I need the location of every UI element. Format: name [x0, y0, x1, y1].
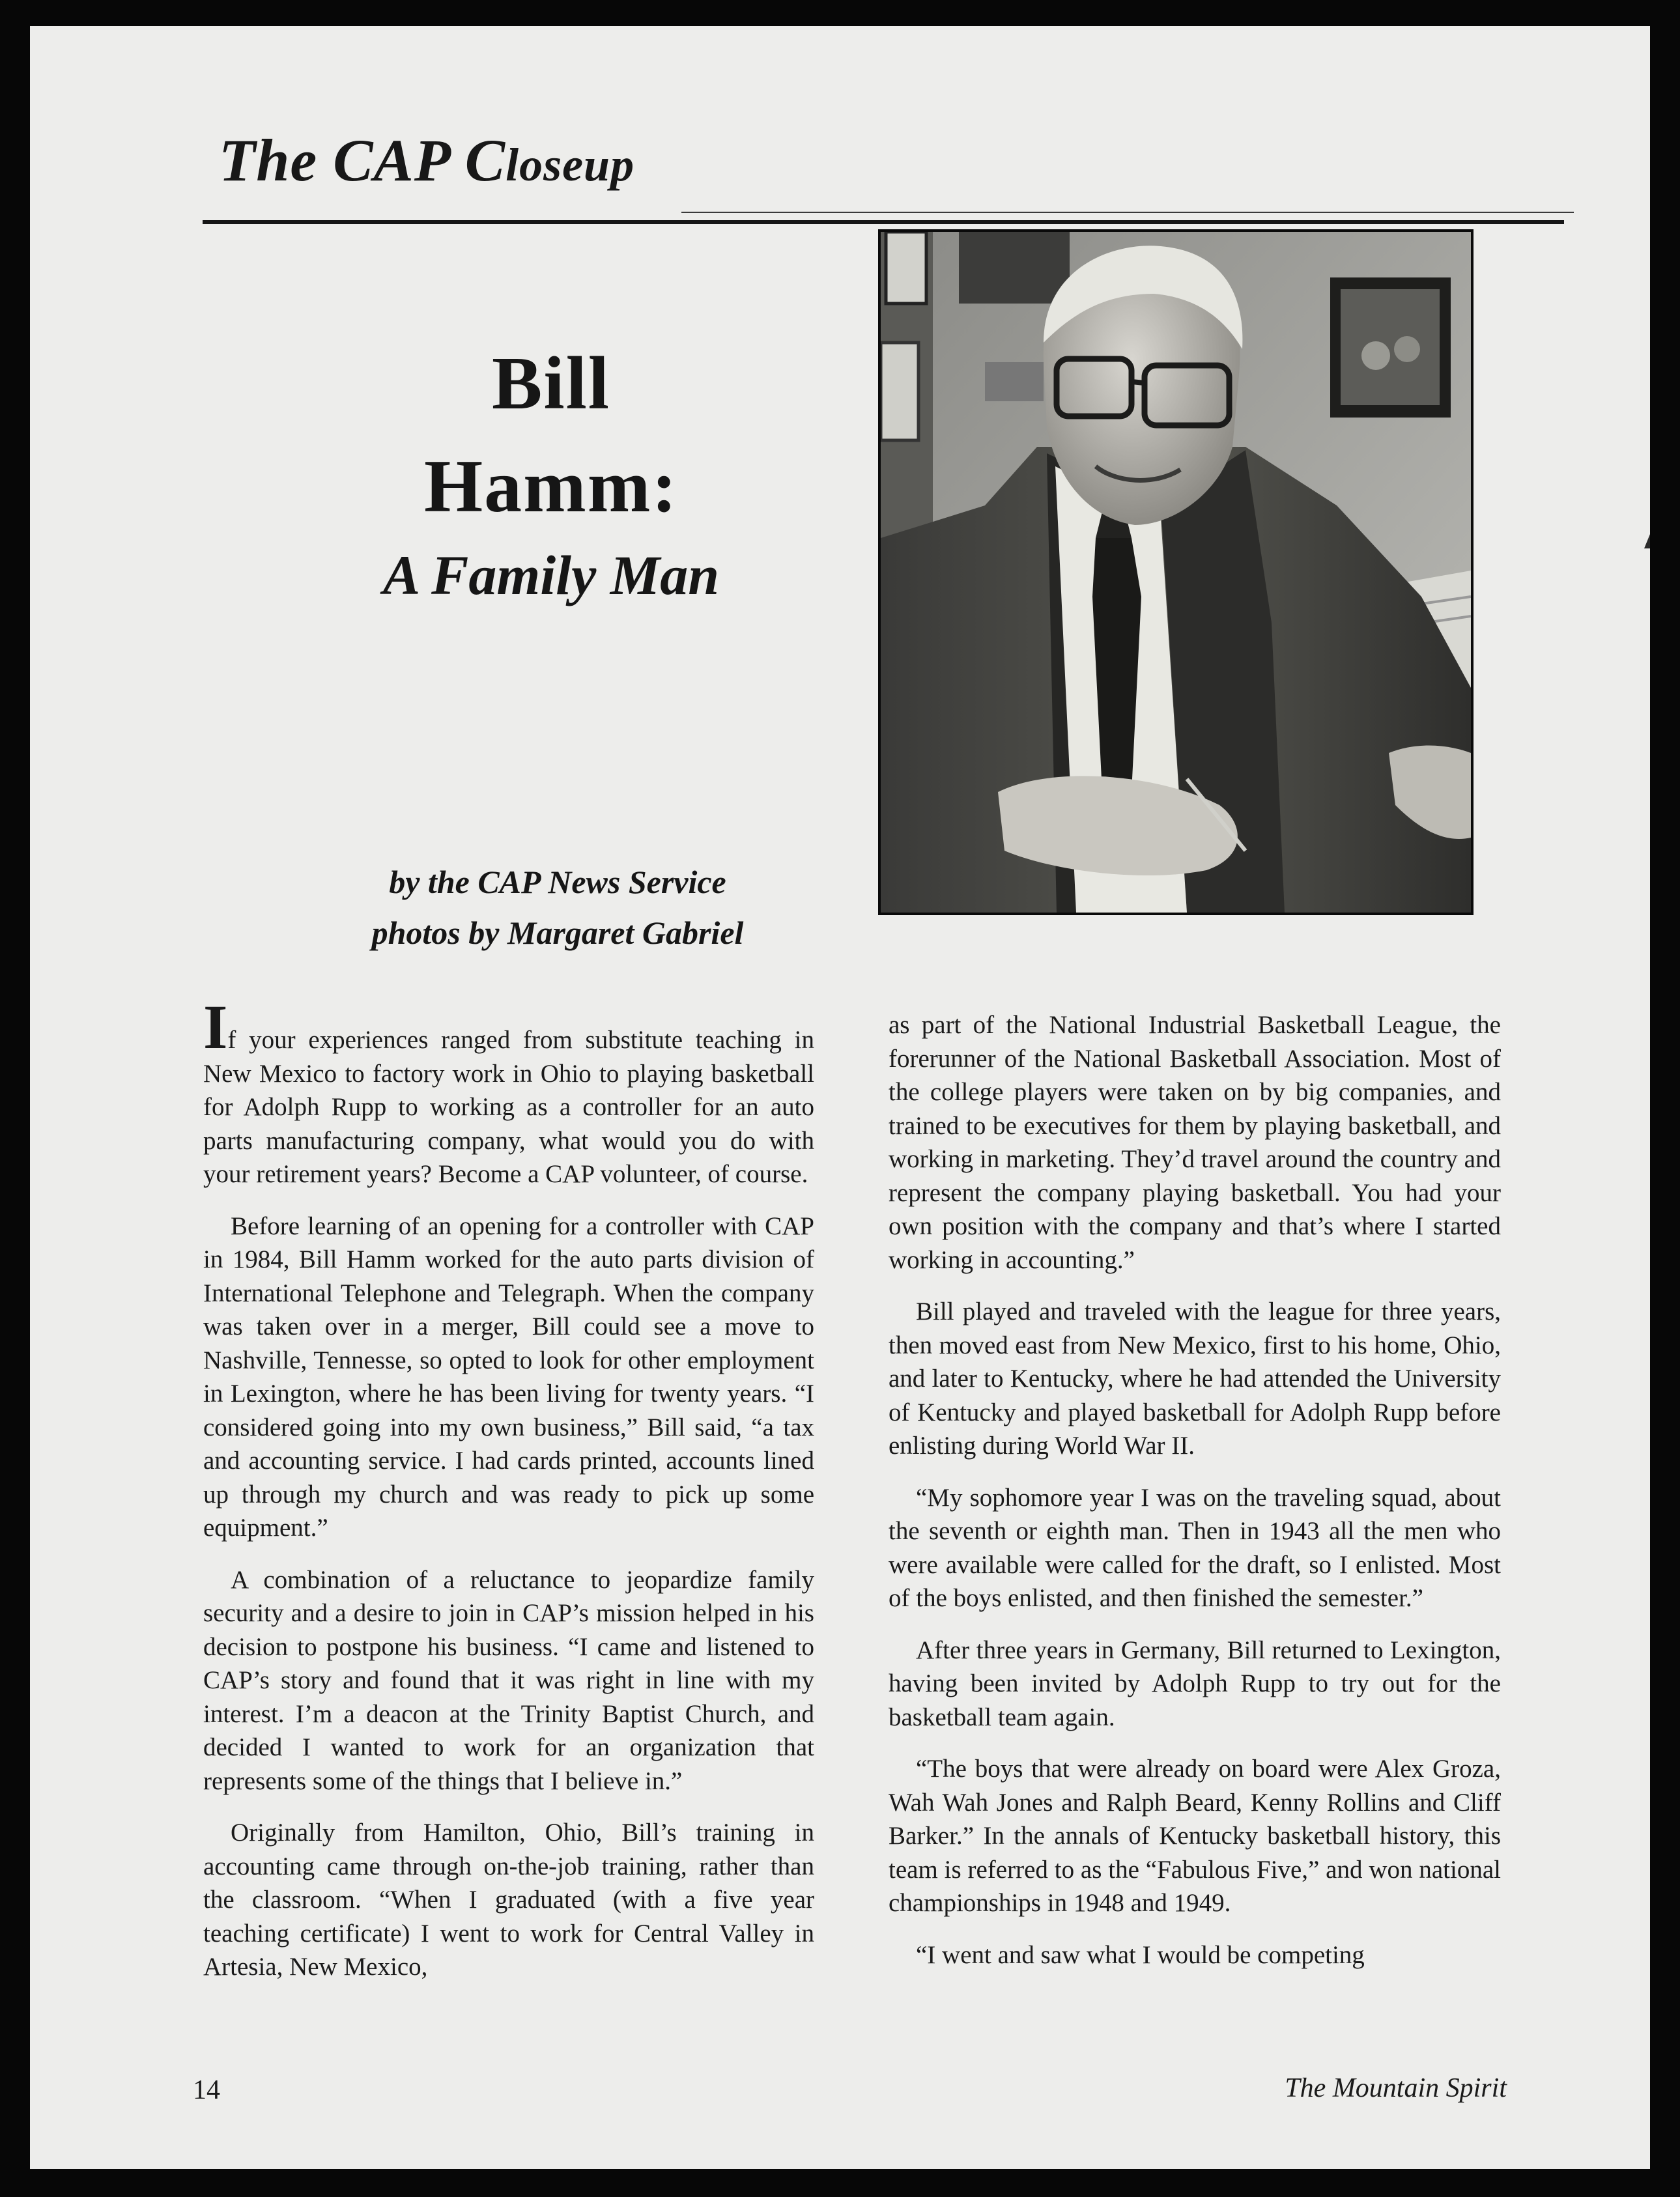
paragraph: A combination of a reluctance to jeopardize family security and a desire to join in CAP’s mission helped in his decision to postpone his business. “I came and listened to CAP’s story and found that it was right in line with my interest. I’m a deacon at the Trinity Baptist Church, and decided I wanted to work for an organization that represents some of the things that I believe in.”	[203, 1565, 814, 1795]
article-byline	[245, 857, 870, 958]
paragraph: Before learning of an opening for a controller with CAP in 1984, Bill Hamm worked for the auto parts division of International Telephone and Telegraph. When the company was taken over in a merger, Bill could see a move to Nashville, Tennesse, so opted to look for other employment in Lexington, where he has been living for twenty years. “I considered going into my own business,” Bill said, “a tax and accounting service. I had cards printed, accounts lined up through my church and was ready to pick up some equipment.”	[203, 1212, 814, 1542]
section-heading-tail: loseup	[505, 139, 635, 191]
article-title	[232, 332, 870, 538]
page-number: 14	[193, 2075, 220, 2105]
paragraph: as part of the National Industrial Basketball League, the forerunner of the National Basketball Association. Most of the college players were taken on by big companies, and trained to be executives for them by playing basketball, and working in marketing. They’d travel around the country and represent the company playing basketball. You had your own position with the company and that’s where I started working in accounting.”	[889, 1011, 1501, 1274]
magazine-page	[30, 26, 1650, 2169]
paragraph-text: f your experiences ranged from substitute teaching in New Mexico to factory work in Ohio to playing basketball for Adolph Rupp to working as a controller for an auto parts manufacturing company, what would you do with your retirement years? Become a CAP volunteer, of course.	[203, 1026, 814, 1188]
body-column-left	[203, 992, 814, 2002]
paragraph: “I went and saw what I would be competing	[916, 1940, 1365, 1969]
publication-name: The Mountain Spirit	[1285, 2073, 1507, 2103]
byline-author: by the CAP News Service	[389, 864, 726, 900]
page-edge-marker	[1644, 534, 1650, 548]
body-column-right	[889, 1008, 1501, 1990]
paragraph: “The boys that were already on board were Alex Groza, Wah Wah Jones and Ralph Beard, Kenny Rollins and Cliff Barker.” In the annals of Kentucky basketball history, this team is referred to as the “Fabulous Five,” and won national championships in 1948 and 1949.	[889, 1755, 1501, 1917]
section-heading-main: The CAP C	[219, 127, 506, 193]
paragraph: “My sophomore year I was on the traveling squad, about the seventh or eighth man. Then in 1943 all the men who were available were called for the draft, so I enlisted. Most of the boys enlisted, and then finished the semester.”	[889, 1483, 1501, 1612]
paragraph: After three years in Germany, Bill returned to Lexington, having been invited by Adolph Rupp to try out for the basketball team again.	[889, 1636, 1501, 1731]
header-rule-thin	[681, 212, 1574, 213]
portrait-photo-icon	[881, 232, 1471, 913]
byline-photographer: photos by Margaret Gabriel	[371, 914, 744, 951]
portrait-photo	[878, 229, 1474, 915]
drop-cap: I	[203, 992, 228, 1062]
article-title-line2: Hamm:	[423, 445, 679, 528]
section-heading	[219, 127, 635, 193]
header-rule-thick	[203, 220, 1564, 224]
article-title-line1: Bill	[491, 342, 611, 425]
article-subtitle: A Family Man	[382, 544, 720, 606]
paragraph	[203, 992, 814, 1191]
paragraph: Bill played and traveled with the league for three years, then moved east from New Mexico, first to his home, Ohio, and later to Kentucky, where he had attended the University of Kentucky and played basketball for Adolph Rupp before enlisting during World War II.	[889, 1297, 1501, 1460]
paragraph: Originally from Hamilton, Ohio, Bill’s training in accounting came through on-the-job training, rather than the classroom. “When I graduated (with a five year teaching certificate) I went to work for Central Valley in Artesia, New Mexico,	[203, 1819, 814, 1981]
